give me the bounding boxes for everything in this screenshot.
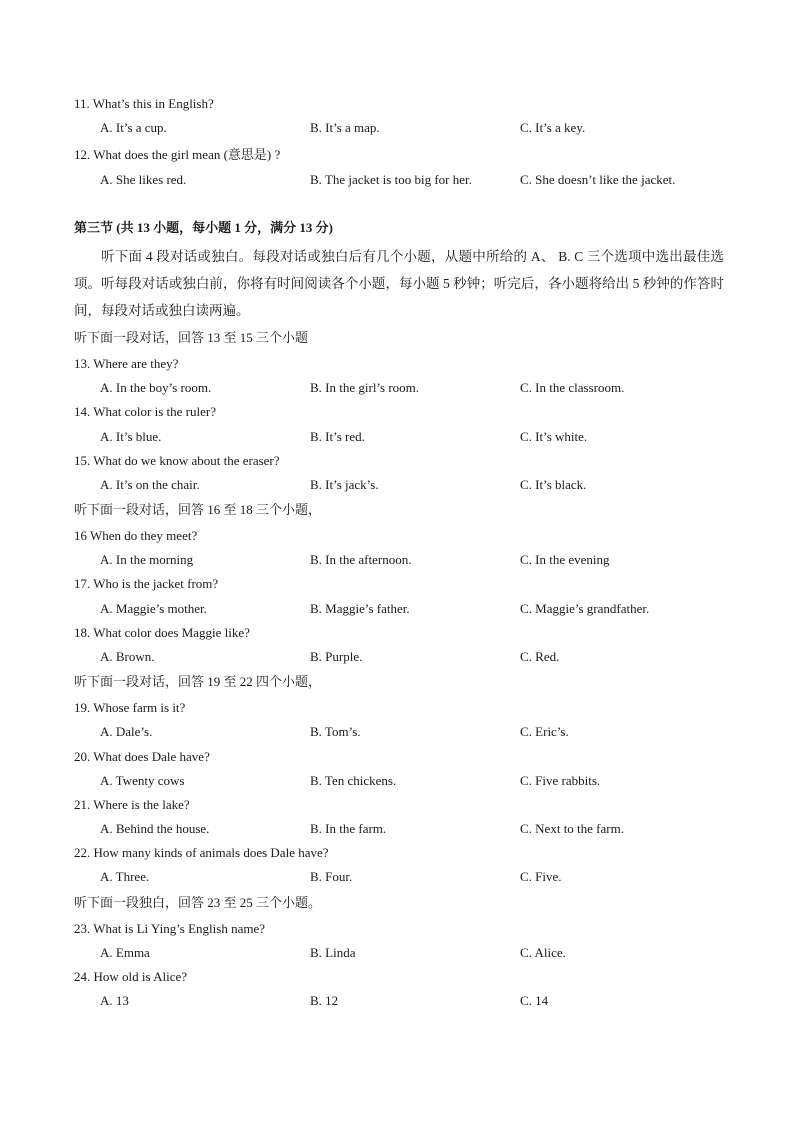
question-13-option-a: A. In the boy’s room.	[100, 380, 212, 395]
question-20-stem: 20. What does Dale have?	[74, 749, 210, 764]
question-11-stem: 11. What’s this in English?	[74, 96, 214, 111]
question-20-option-b: B. Ten chickens.	[310, 773, 397, 788]
question-23-stem: 23. What is Li Ying’s English name?	[74, 921, 266, 936]
part-4-heading: 听下面一段独白，回答 23 至 25 三个小题。	[74, 895, 322, 910]
question-20-option-c: C. Five rabbits.	[520, 773, 601, 788]
question-23-option-c: C. Alice.	[520, 945, 566, 960]
question-14-option-b: B. It’s red.	[310, 429, 365, 444]
question-24-option-c: C. 14	[520, 993, 549, 1008]
question-15-option-b: B. It’s jack’s.	[310, 477, 379, 492]
question-22-stem: 22. How many kinds of animals does Dale have?	[74, 845, 329, 860]
part-2-heading: 听下面一段对话，回答 16 至 18 三个小题，	[74, 502, 322, 517]
question-14-option-c: C. It’s white.	[520, 429, 588, 444]
question-17-option-a: A. Maggie’s mother.	[100, 601, 207, 616]
question-17-stem: 17. Who is the jacket from?	[74, 576, 219, 591]
question-22-option-a: A. Three.	[100, 869, 150, 884]
question-24-option-a: A. 13	[100, 993, 129, 1008]
question-14-stem: 14. What color is the ruler?	[74, 404, 216, 419]
question-20-option-a: A. Twenty cows	[100, 773, 185, 788]
question-17-option-c: C. Maggie’s grandfather.	[520, 601, 650, 616]
question-15-option-c: C. It’s black.	[520, 477, 587, 492]
question-13-option-b: B. In the girl’s room.	[310, 380, 420, 395]
question-19-option-c: C. Eric’s.	[520, 724, 569, 739]
question-18-stem: 18. What color does Maggie like?	[74, 625, 250, 640]
question-16-option-a: A. In the morning	[100, 552, 194, 567]
question-12-option-b: B. The jacket is too big for her.	[310, 172, 472, 187]
question-19-option-a: A. Dale’s.	[100, 724, 153, 739]
question-14-option-a: A. It’s blue.	[100, 429, 162, 444]
question-19-stem: 19. Whose farm is it?	[74, 700, 186, 715]
part-1-heading: 听下面一段对话，回答 13 至 15 三个小题	[74, 330, 309, 345]
section-title: 第三节 (共 13 小题，每小题 1 分，满分 13 分)	[74, 220, 333, 235]
question-21-option-b: B. In the farm.	[310, 821, 387, 836]
question-13-option-c: C. In the classroom.	[520, 380, 625, 395]
section-instructions: 听下面 4 段对话或独白。每段对话或独白后有几个小题，从题中所给的 A、 B. C 三个选项中选出最佳选项。听每段对话或独白前，你将有时间阅读各个小题，每小题 5 秒钟；听完后，各小题将给出 5 秒钟的作答时间，每段对话或独白读两遍。	[74, 249, 724, 318]
question-21-option-c: C. Next to the farm.	[520, 821, 624, 836]
question-23-option-a: A. Emma	[100, 945, 150, 960]
question-24-option-b: B. 12	[310, 993, 339, 1008]
question-13-stem: 13. Where are they?	[74, 356, 179, 371]
question-18-option-a: A. Brown.	[100, 649, 155, 664]
question-11-option-c: C. It’s a key.	[520, 120, 586, 135]
question-18-option-c: C. Red.	[520, 649, 560, 664]
question-12-stem: 12. What does the girl mean (意思是) ?	[74, 147, 281, 162]
question-16-option-c: C. In the evening	[520, 552, 610, 567]
question-15-stem: 15. What do we know about the eraser?	[74, 453, 280, 468]
question-12-option-c: C. She doesn’t like the jacket.	[520, 172, 676, 187]
question-11-option-b: B. It’s a map.	[310, 120, 380, 135]
question-21-option-a: A. Behind the house.	[100, 821, 210, 836]
part-3-heading: 听下面一段对话，回答 19 至 22 四个小题，	[74, 674, 322, 689]
question-18-option-b: B. Purple.	[310, 649, 363, 664]
question-16-stem: 16 When do they meet?	[74, 528, 198, 543]
question-12-option-a: A. She likes red.	[100, 172, 187, 187]
question-22-option-c: C. Five.	[520, 869, 562, 884]
question-22-option-b: B. Four.	[310, 869, 353, 884]
question-11-option-a: A. It’s a cup.	[100, 120, 167, 135]
question-19-option-b: B. Tom’s.	[310, 724, 361, 739]
question-17-option-b: B. Maggie’s father.	[310, 601, 410, 616]
question-16-option-b: B. In the afternoon.	[310, 552, 412, 567]
question-15-option-a: A. It’s on the chair.	[100, 477, 200, 492]
question-21-stem: 21. Where is the lake?	[74, 797, 190, 812]
question-23-option-b: B. Linda	[310, 945, 356, 960]
question-24-stem: 24. How old is Alice?	[74, 969, 188, 984]
